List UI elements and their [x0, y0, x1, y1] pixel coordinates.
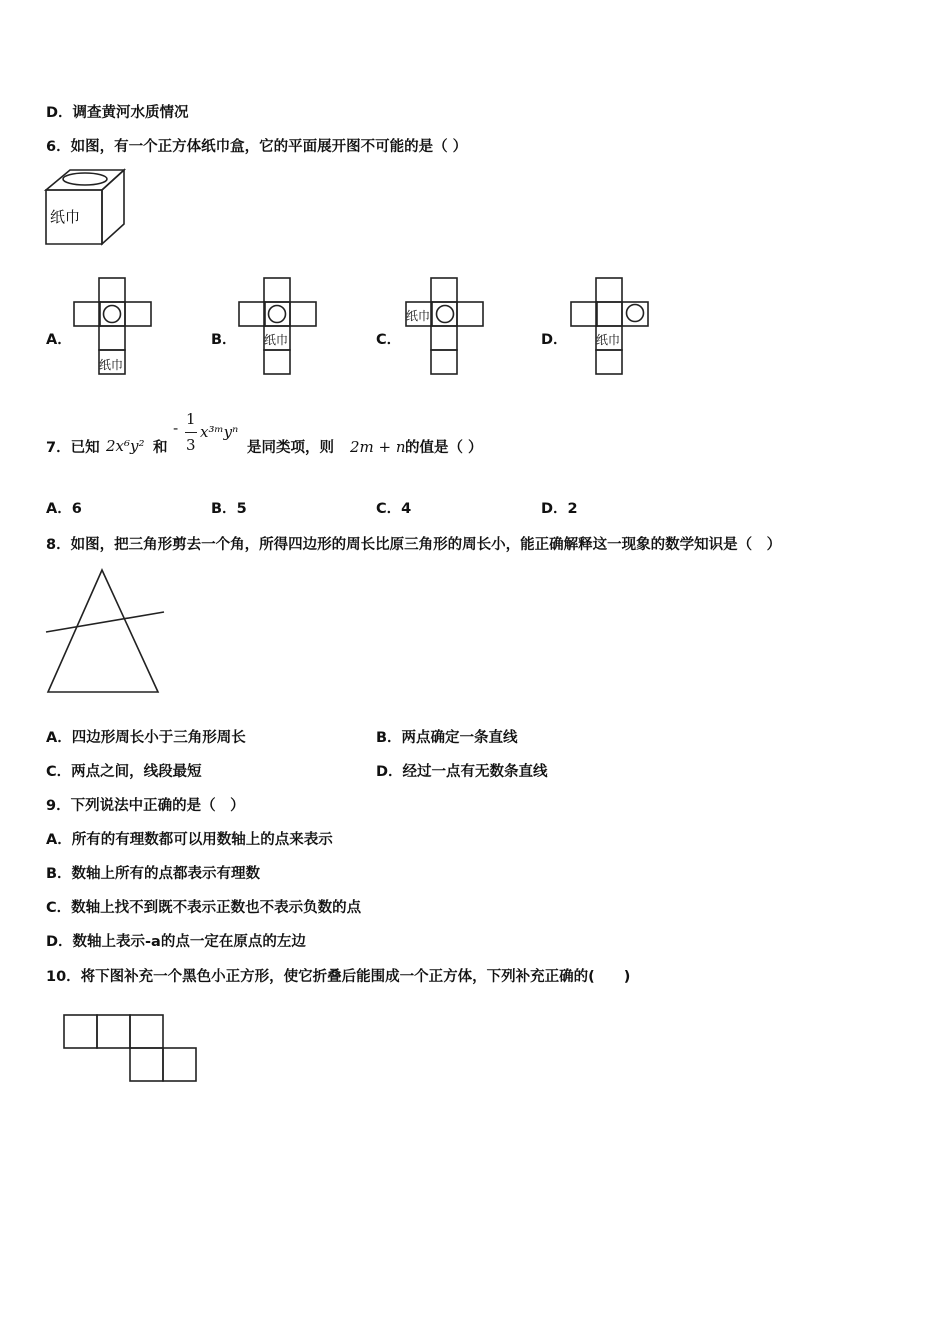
q6-box-label: 纸巾 [50, 208, 81, 226]
q10-stem: 10．将下图补充一个黑色小正方形，使它折叠后能围成一个正方体，下列补充正确的( ) [46, 969, 631, 985]
q7-prefix: 7．已知 [46, 440, 100, 456]
q6-option-a-letter: A． [46, 332, 72, 348]
q9-option-b: B．数轴上所有的点都表示有理数 [46, 866, 261, 882]
q8-stem: 8．如图，把三角形剪去一个角，所得四边形的周长比原三角形的周长小，能正确解释这一现象的数学知识是（ ） [46, 537, 782, 553]
q7-frac-numerator: 1 [186, 410, 196, 428]
q7-and: 和 [153, 440, 168, 456]
q6-option-d-label: 纸巾 [596, 333, 621, 347]
q6-tissue-box-figure [44, 168, 128, 248]
q6-option-b-label: 纸巾 [264, 333, 289, 347]
q5-option-d: D．调查黄河水质情况 [46, 105, 189, 121]
q6-option-a-label: 纸巾 [99, 358, 124, 372]
q8-option-a: A．四边形周长小于三角形周长 [46, 730, 246, 746]
q7-neg-sign: - [173, 421, 179, 437]
q6-option-c-letter: C． [376, 332, 402, 348]
q6-option-c-net [405, 277, 485, 377]
q7-frac-bar [185, 432, 197, 433]
q6-option-c-label: 纸巾 [406, 309, 431, 323]
q7-option-b: B．5 [211, 501, 247, 517]
q8-triangle-figure [44, 568, 168, 696]
q7-option-c: C．4 [376, 501, 412, 517]
q6-stem: 6．如图，有一个正方体纸巾盒，它的平面展开图不可能的是（ ） [46, 139, 468, 155]
q7-middle: 是同类项，则 [247, 440, 334, 456]
q6-option-b-net [238, 277, 318, 377]
q7-term1: 2x⁶y² [106, 437, 145, 455]
q8-option-c: C．两点之间，线段最短 [46, 764, 202, 780]
q6-option-a-net [73, 277, 153, 377]
q7-term2: x³ᵐyⁿ [200, 423, 239, 441]
q7-suffix: 的值是（ ） [405, 440, 483, 456]
q9-option-d: D．数轴上表示-a的点一定在原点的左边 [46, 934, 306, 950]
q9-option-c: C．数轴上找不到既不表示正数也不表示负数的点 [46, 900, 362, 916]
q9-stem: 9．下列说法中正确的是（ ） [46, 798, 245, 814]
q6-option-b-letter: B． [211, 332, 237, 348]
q6-option-d-net [570, 277, 650, 377]
q9-option-a: A．所有的有理数都可以用数轴上的点来表示 [46, 832, 333, 848]
q8-option-d: D．经过一点有无数条直线 [376, 764, 548, 780]
q7-option-d: D．2 [541, 501, 578, 517]
q10-net-figure [62, 1013, 202, 1085]
q7-option-a: A．6 [46, 501, 82, 517]
q7-expr: 2m + n [350, 438, 406, 456]
q7-frac-denominator: 3 [186, 436, 196, 454]
q8-option-b: B．两点确定一条直线 [376, 730, 518, 746]
q6-option-d-letter: D． [541, 332, 568, 348]
